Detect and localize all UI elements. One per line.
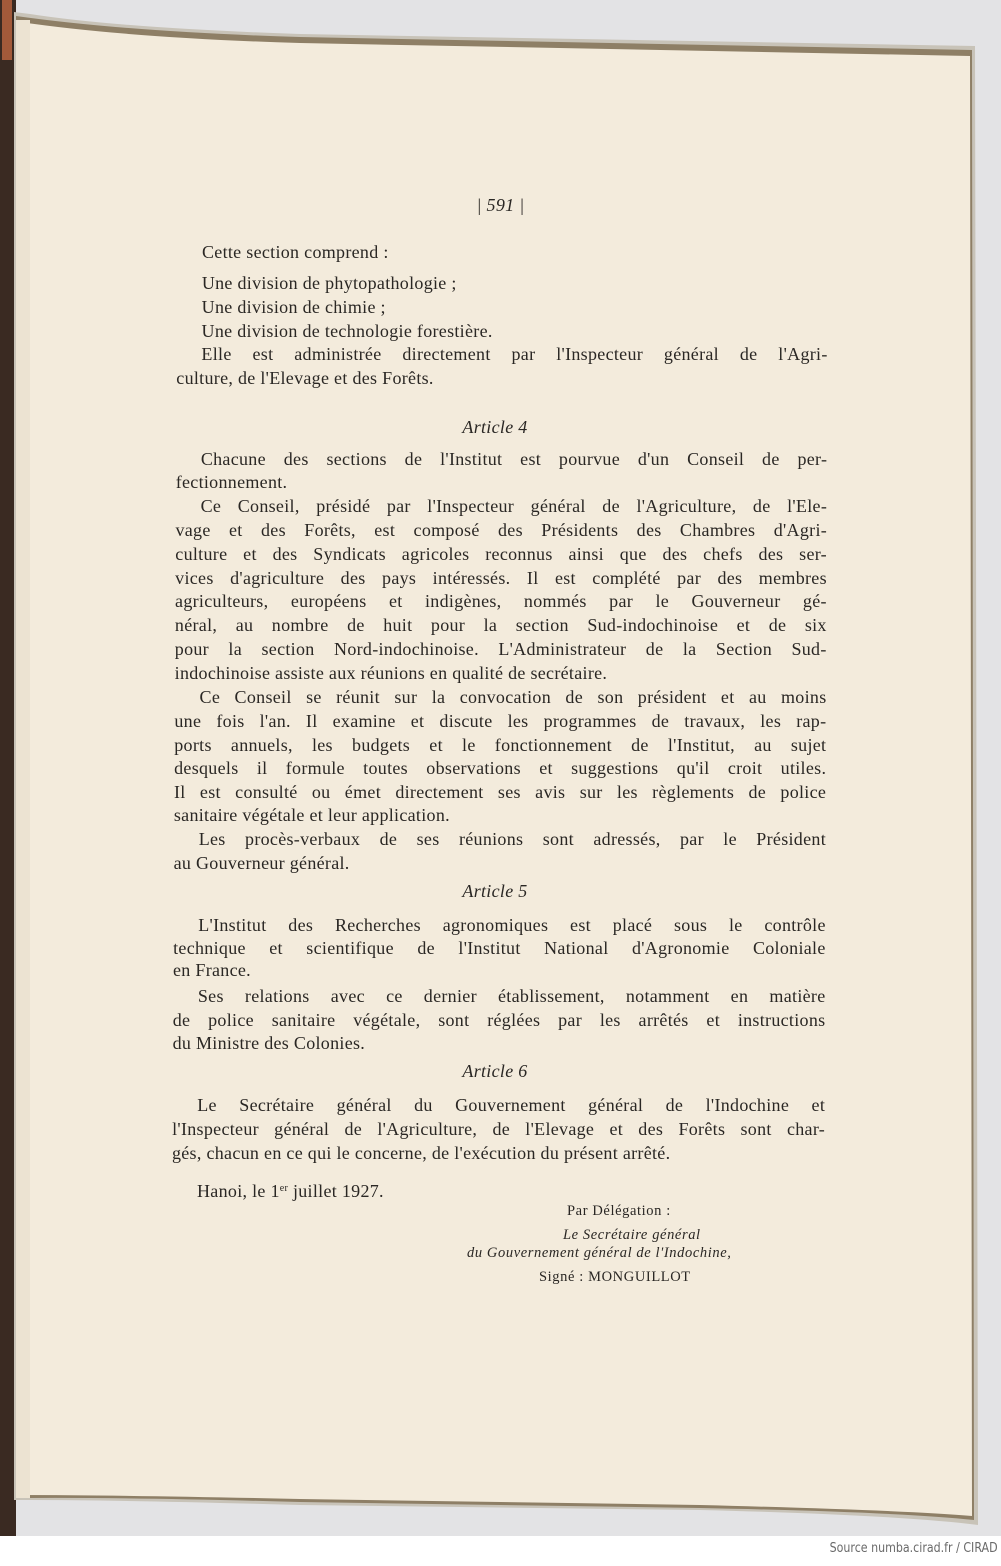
paragraph-line: Il est consulté ou émet directement ses avis sur les règlements de police (173, 782, 827, 802)
paragraph-line: Ses relations avec ce dernier établissement, notamment en matière (197, 986, 826, 1006)
signature-organization: du Gouvernement général de l'Indochine, (467, 1245, 732, 1261)
paragraph-line: néral, au nombre de huit pour la section Sud-indochinoise et de six (174, 615, 827, 635)
date-ordinal: er (279, 1183, 289, 1194)
signature-delegation: Par Délégation : (567, 1203, 671, 1219)
paragraph-line: de police sanitaire végétale, sont réglées par les arrêtés et instructions (172, 1010, 826, 1030)
paragraph-line: au Gouverneur général. (173, 853, 350, 873)
paragraph-line: technique et scientifique de l'Institut National d'Agronomie Coloniale (173, 938, 826, 958)
paragraph-line: Ce Conseil se réunit sur la convocation de son président et au moins (199, 687, 827, 707)
article-heading: Article 6 (462, 1061, 528, 1081)
paragraph-line: gés, chacun en ce qui le concerne, de l'exécution du présent arrêté. (171, 1143, 671, 1163)
paragraph-line: agriculteurs, européens et indigènes, nommés par le Gouverneur gé- (175, 591, 827, 611)
paragraph-line: sanitaire végétale et leur application. (173, 805, 450, 825)
spine-leather (2, 0, 12, 60)
page-number: | 591 | (476, 195, 525, 215)
paragraph-line: Elle est administrée directement par l'Inspecteur général de l'Agri- (201, 344, 828, 364)
date-year: juillet 1927. (288, 1181, 384, 1201)
list-item: Une division de chimie ; (201, 297, 386, 317)
paragraph-line: pour la section Nord-indochinoise. L'Administrateur de la Section Sud- (174, 639, 827, 659)
paragraph-line: une fois l'an. Il examine et discute les programmes de travaux, les rap- (174, 711, 827, 731)
paragraph-line: du Ministre des Colonies. (172, 1033, 366, 1053)
paragraph-line: fectionnement. (175, 472, 288, 492)
paragraph-line: L'Institut des Recherches agronomiques est placé sous le contrôle (198, 915, 826, 935)
source-credit: Source numba.cirad.fr / CIRAD (830, 1541, 998, 1556)
paragraph-line: vices d'agriculture des pays intéressés. Il est complété par des membres (175, 568, 827, 588)
paragraph-line: l'Inspecteur général de l'Agriculture, de l'Elevage et des Forêts sont char- (172, 1119, 826, 1139)
paragraph-line: indochinoise assiste aux réunions en qualité de secrétaire. (174, 663, 608, 683)
date-text: Hanoi, le 1 (197, 1181, 280, 1201)
signature-name: Signé : MONGUILLOT (539, 1269, 691, 1285)
paragraph-line: culture, de l'Elevage et des Forêts. (176, 368, 434, 388)
paragraph-line: Ce Conseil, présidé par l'Inspecteur général de l'Agriculture, de l'Ele- (200, 496, 828, 516)
date-line (197, 1177, 384, 1201)
list-item: Une division de technologie forestière. (201, 321, 493, 341)
page-gutter (16, 20, 30, 1498)
signature-title: Le Secrétaire général (563, 1227, 701, 1243)
list-item: Une division de phytopathologie ; (201, 273, 457, 293)
paragraph-line: desquels il formule toutes observations et suggestions qu'il croit utiles. (174, 758, 827, 778)
paragraph-line: Cette section comprend : (201, 242, 389, 262)
paragraph-line: en France. (173, 960, 251, 980)
paragraph-line: Chacune des sections de l'Institut est pourvue d'un Conseil de per- (200, 449, 828, 469)
article-heading: Article 4 (462, 417, 528, 437)
paragraph-line: vage et des Forêts, est composé des Présidents des Chambres d'Agri- (175, 520, 828, 540)
article-heading: Article 5 (462, 881, 528, 901)
paragraph-line: Le Secrétaire général du Gouvernement général de l'Indochine et (197, 1095, 826, 1115)
paragraph-line: Les procès-verbaux de ses réunions sont adressés, par le Président (198, 829, 827, 849)
book-spine (0, 0, 16, 1536)
paragraph-line: culture et des Syndicats agricoles reconnus ainsi que des chefs des ser- (175, 544, 827, 564)
paragraph-line: ports annuels, les budgets et le fonctionnement de l'Institut, au sujet (174, 735, 827, 755)
